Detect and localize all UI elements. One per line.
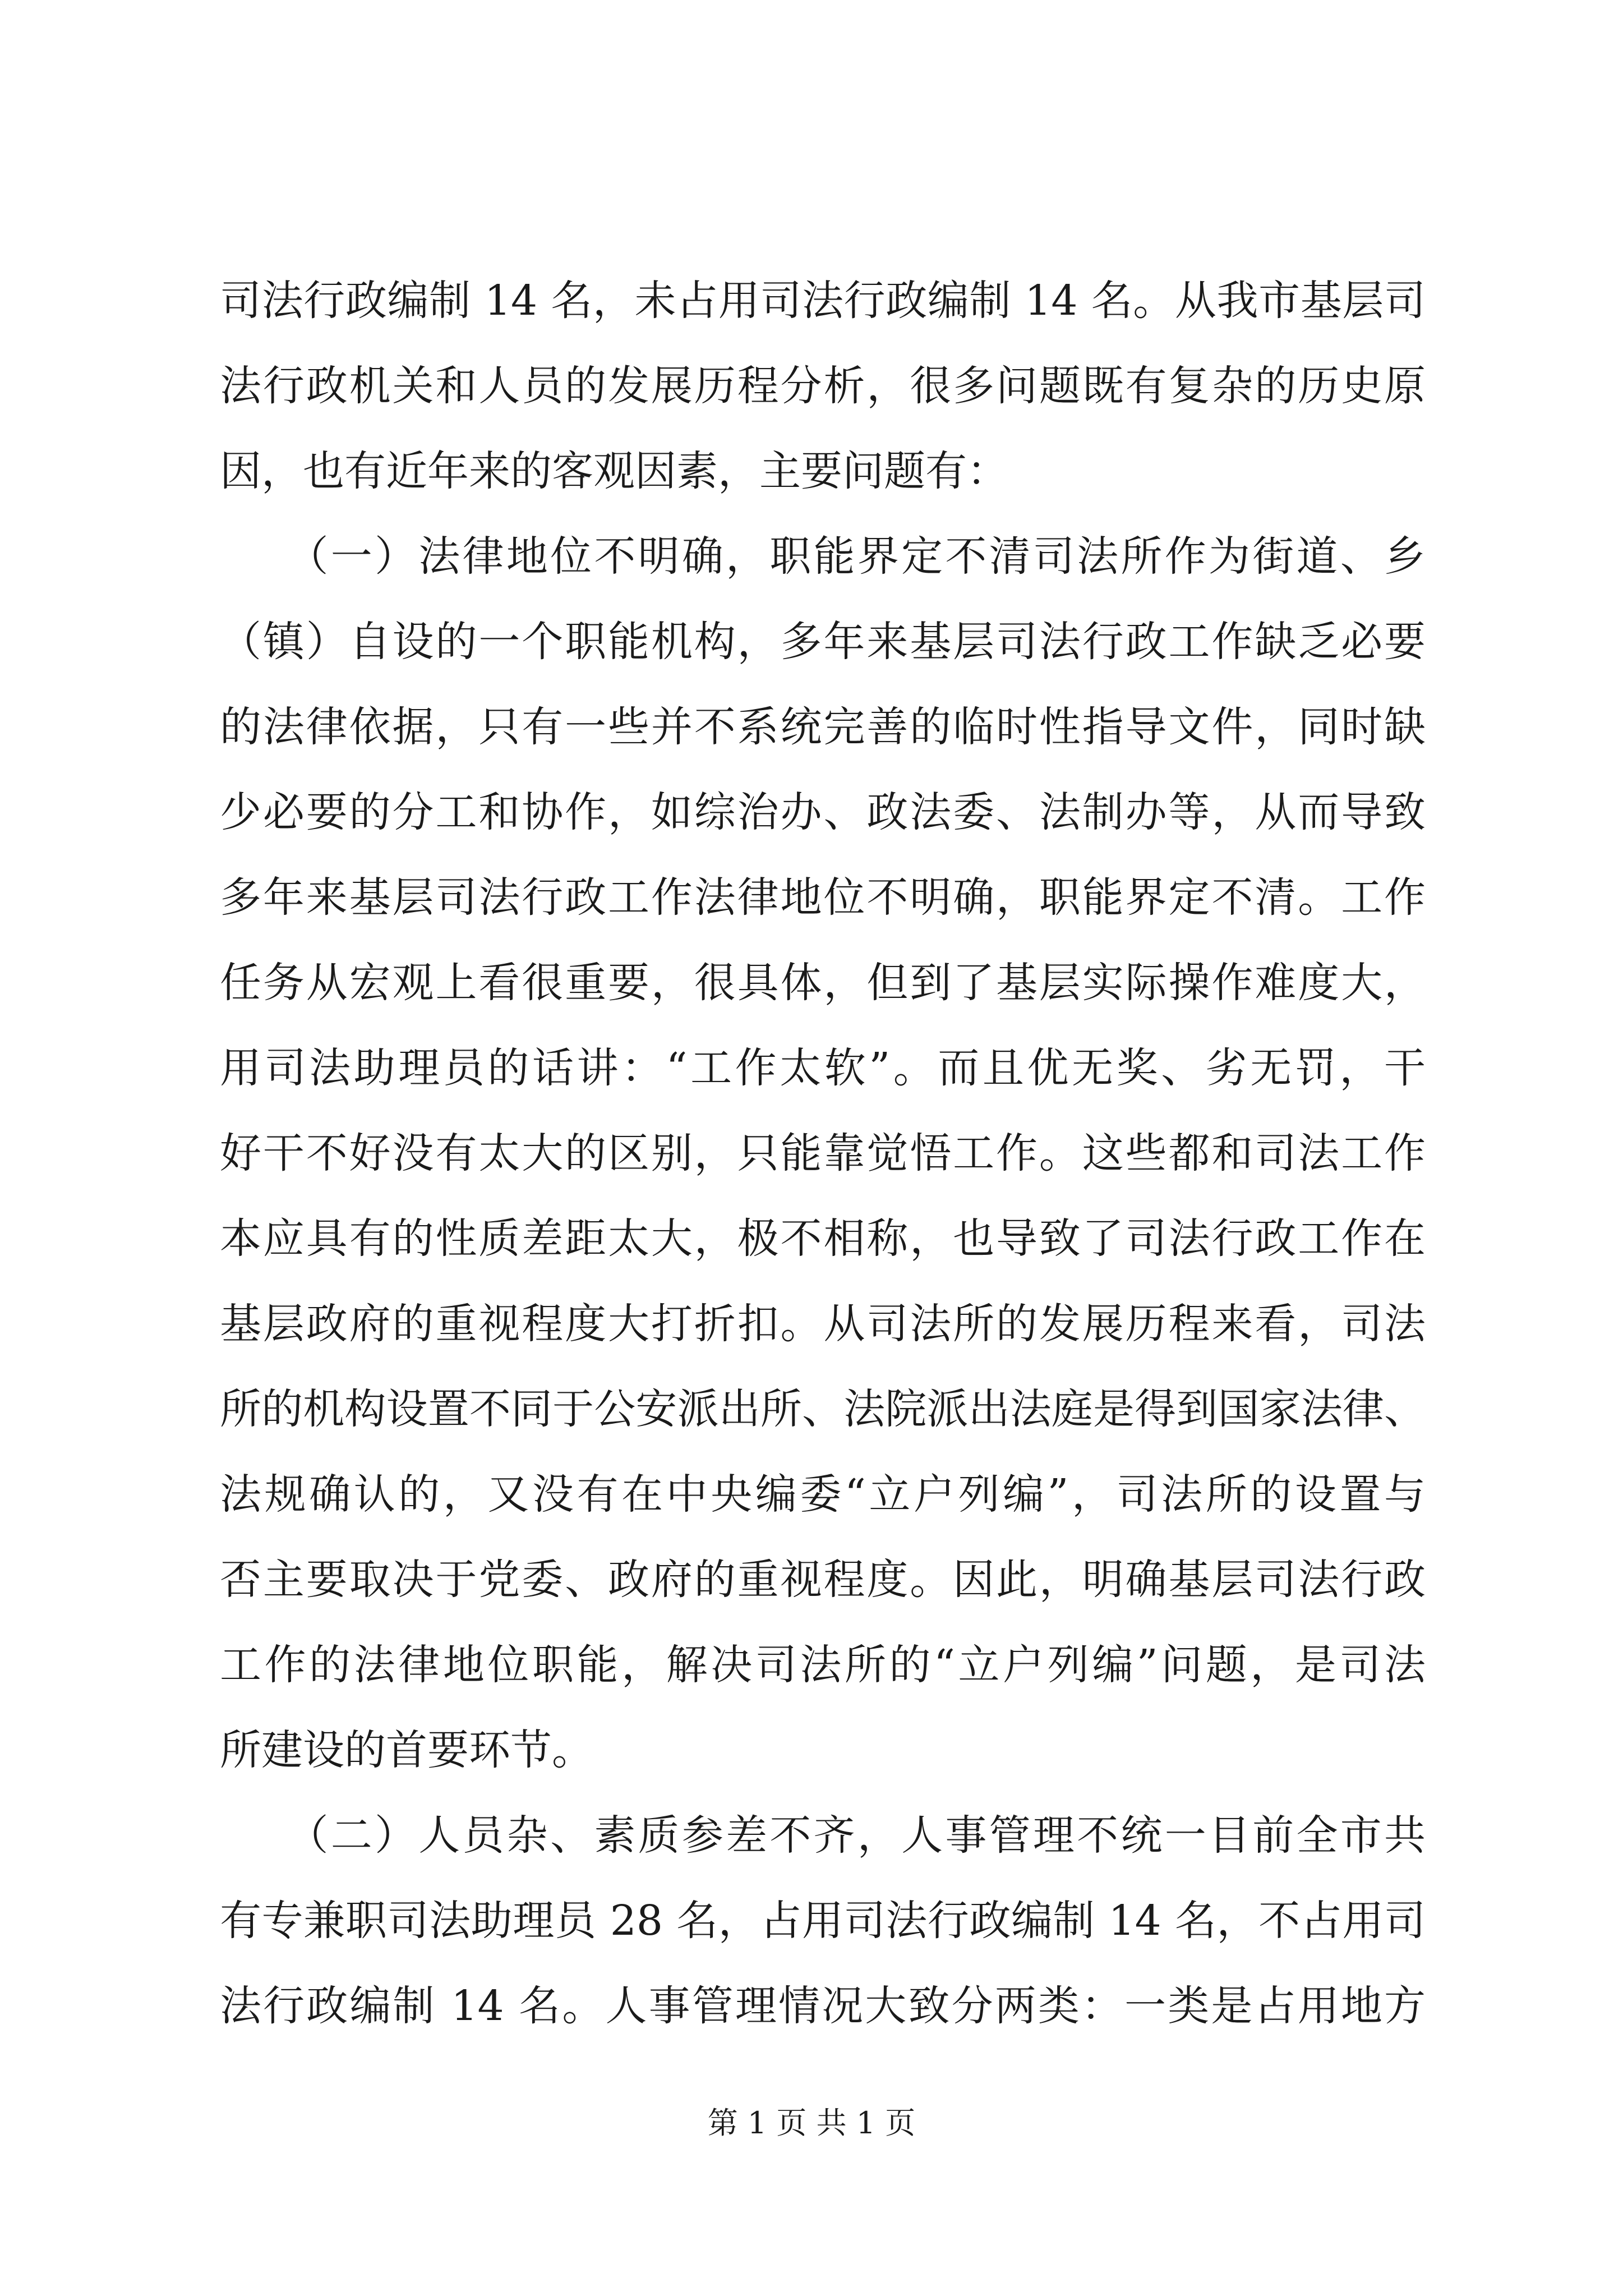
text-line: 法规确认的，又没有在中央编委“立户列编”，司法所的设置与 [220, 1470, 1426, 1519]
text-line: （二）人员杂、素质参差不齐，人事管理不统一目前全市共 [220, 1811, 1426, 1860]
text-line: 法行政机关和人员的发展历程分析，很多问题既有复杂的历史原 [220, 362, 1426, 410]
text-line: 所建设的首要环节。 [220, 1726, 593, 1774]
page-number: 第 1 页 共 1 页 [707, 2105, 916, 2141]
text-line: 本应具有的性质差距太大，极不相称，也导致了司法行政工作在 [220, 1214, 1426, 1263]
text-line: 用司法助理员的话讲：“工作太软”。而且优无奖、劣无罚，干 [220, 1044, 1426, 1092]
text-line: 多年来基层司法行政工作法律地位不明确，职能界定不清。工作 [220, 873, 1426, 922]
text-line: 基层政府的重视程度大打折扣。从司法所的发展历程来看，司法 [220, 1300, 1426, 1348]
text-line: （一）法律地位不明确，职能界定不清司法所作为街道、乡 [220, 532, 1426, 581]
body-text [220, 258, 1426, 2049]
text-line: 好干不好没有太大的区别，只能靠觉悟工作。这些都和司法工作 [220, 1129, 1426, 1177]
text-line: 司法行政编制 14 名，未占用司法行政编制 14 名。从我市基层司 [220, 277, 1426, 325]
text-line: 法行政编制 14 名。人事管理情况大致分两类：一类是占用地方 [220, 1982, 1426, 2030]
text-line: 因，也有近年来的客观因素，主要问题有： [220, 447, 1008, 495]
text-line: 否主要取决于党委、政府的重视程度。因此，明确基层司法行政 [220, 1556, 1426, 1604]
text-line: 有专兼职司法助理员 28 名，占用司法行政编制 14 名，不占用司 [220, 1897, 1426, 1945]
text-line: 少必要的分工和协作，如综治办、政法委、法制办等，从而导致 [220, 788, 1426, 836]
text-line: 的法律依据，只有一些并不系统完善的临时性指导文件，同时缺 [220, 703, 1426, 751]
page-footer [0, 2104, 1623, 2143]
text-line: 所的机构设置不同于公安派出所、法院派出法庭是得到国家法律、 [220, 1385, 1426, 1433]
text-line: 工作的法律地位职能，解决司法所的“立户列编”问题，是司法 [220, 1641, 1426, 1689]
text-line: （镇）自设的一个职能机构，多年来基层司法行政工作缺乏必要 [220, 618, 1426, 666]
text-line: 任务从宏观上看很重要，很具体，但到了基层实际操作难度大， [220, 959, 1426, 1007]
